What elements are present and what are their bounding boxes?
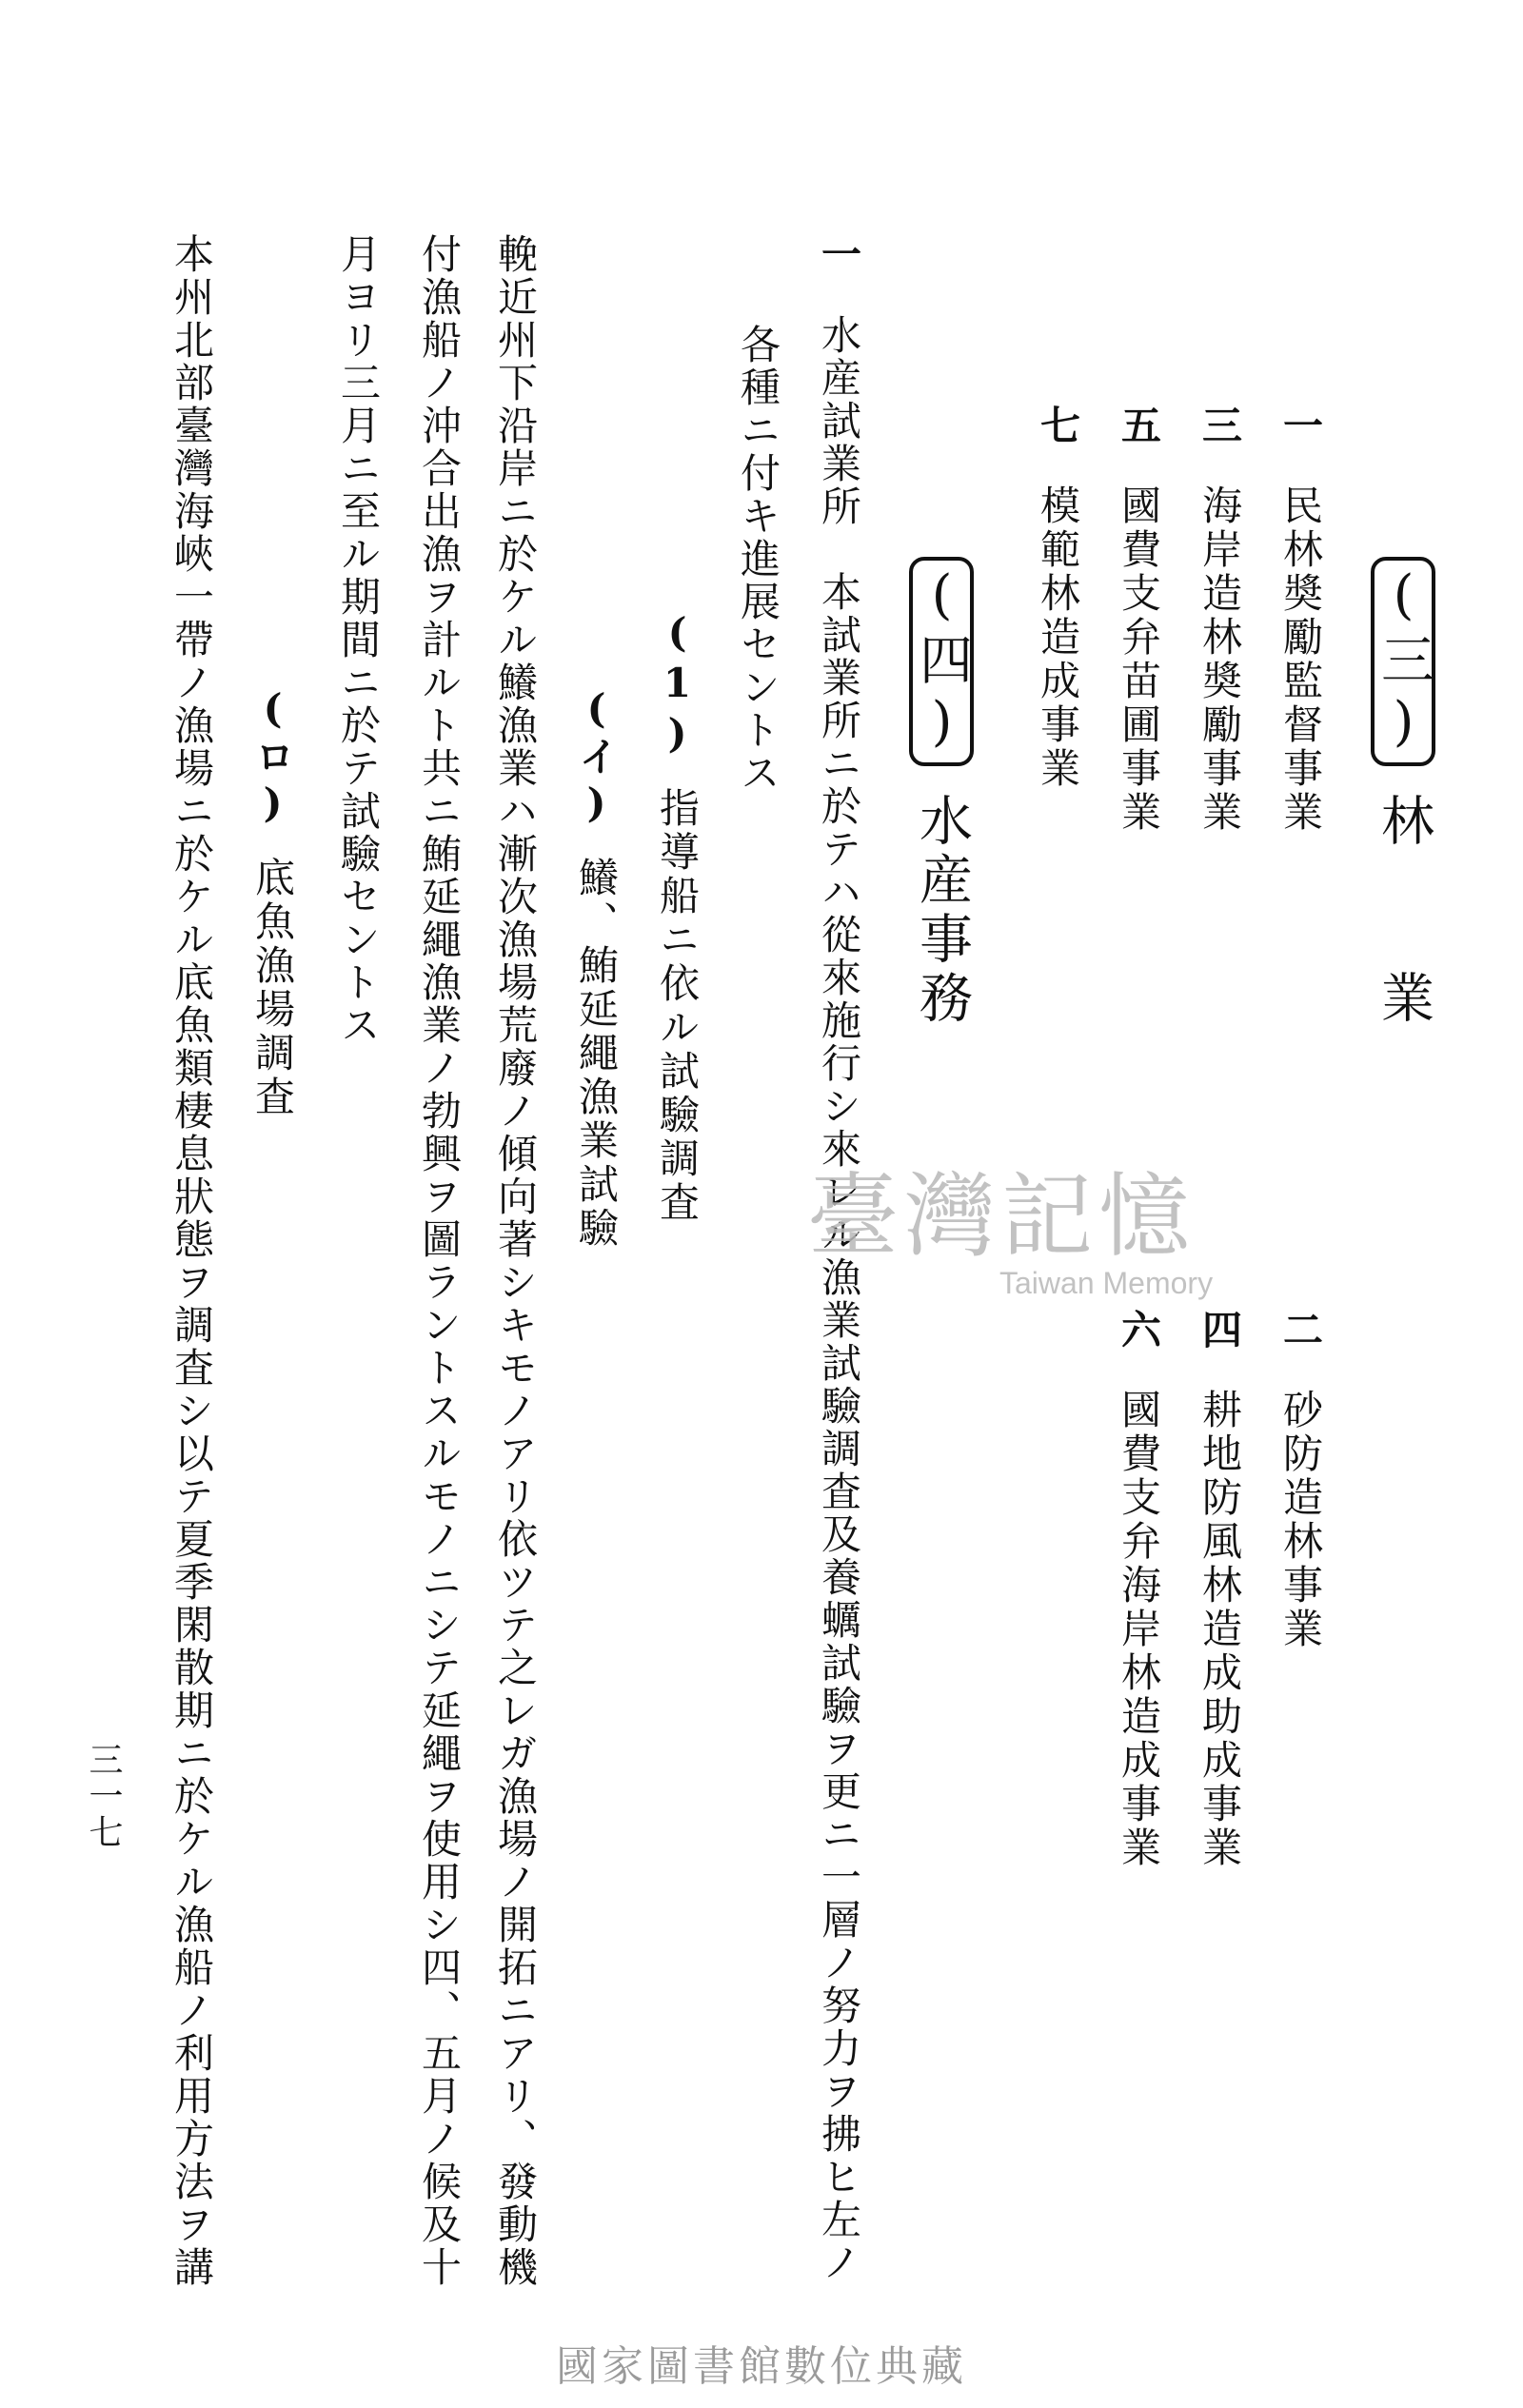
fisheries-title: 水産事務 <box>911 793 973 1029</box>
fisheries-item-1-line-2: 各種ニ付キ進展セントス <box>735 324 781 795</box>
forestry-item-3: 三海岸造林奬勵事業 <box>1197 405 1243 835</box>
paragraph-1-line-1: 輓近州下沿岸ニ於ケル鱶漁業ハ漸次漁場荒廢ノ傾向著シキモノアリ依ツテ之レガ漁場ノ開拓ニアリ、發動機 <box>492 233 539 2289</box>
library-footer-watermark: 國家圖書館數位典藏 <box>556 2342 967 2391</box>
forestry-item-4: 四耕地防風林造成助成事業 <box>1197 1309 1243 1870</box>
forestry-item-6: 六國費支弁海岸林造成事業 <box>1116 1309 1162 1870</box>
forestry-item-1: 一民林奬勵監督事業 <box>1277 405 1324 835</box>
watermark-chinese: 臺灣記憶 <box>807 1163 1197 1270</box>
forestry-item-2: 二砂防造林事業 <box>1277 1309 1324 1651</box>
forestry-heading <box>1371 557 1435 1029</box>
watermark-english: Taiwan Memory <box>999 1266 1214 1300</box>
subsection-b-heading: (ロ)底魚漁場調査 <box>249 685 296 1119</box>
subsection-1-heading: (1)指導船ニ依ル試驗調査 <box>654 609 701 1225</box>
fisheries-item-1-line-1: 一水産試業所 本試業所ニ於テハ從來施行シ來レル漁業試驗調査及養蠣試驗ヲ更ニ一層ノ努力ヲ拂ヒ左ノ <box>816 233 862 2284</box>
fisheries-section-number: (四) <box>909 557 974 766</box>
forestry-item-7: 七模範林造成事業 <box>1035 405 1081 791</box>
taiwan-memory-watermark <box>790 1163 1214 1300</box>
forestry-title: 林 業 <box>1373 793 1434 1029</box>
forestry-section-number: (三) <box>1371 557 1435 766</box>
forestry-item-5: 五國費支弁苗圃事業 <box>1116 405 1162 835</box>
fisheries-heading <box>909 557 974 1029</box>
page-number: 三一七 <box>84 1742 123 1850</box>
paragraph-2-line-1: 本州北部臺灣海峽一帶ノ漁場ニ於ケル底魚類棲息狀態ヲ調査シ以テ夏季閑散期ニ於ケル漁船ノ利用方法ヲ講 <box>168 233 215 2289</box>
paragraph-1-line-3: 月ヨリ三月ニ至ル期間ニ於テ試驗セントス <box>335 233 382 1047</box>
subsection-a-heading: (イ)鱶、鮪延繩漁業試驗 <box>573 685 620 1251</box>
paragraph-1-line-2: 付漁船ノ沖合出漁ヲ計ルト共ニ鮪延繩漁業ノ勃興ヲ圖ラントスルモノニシテ延繩ヲ使用シ四、五月ノ候及十 <box>416 233 463 2289</box>
